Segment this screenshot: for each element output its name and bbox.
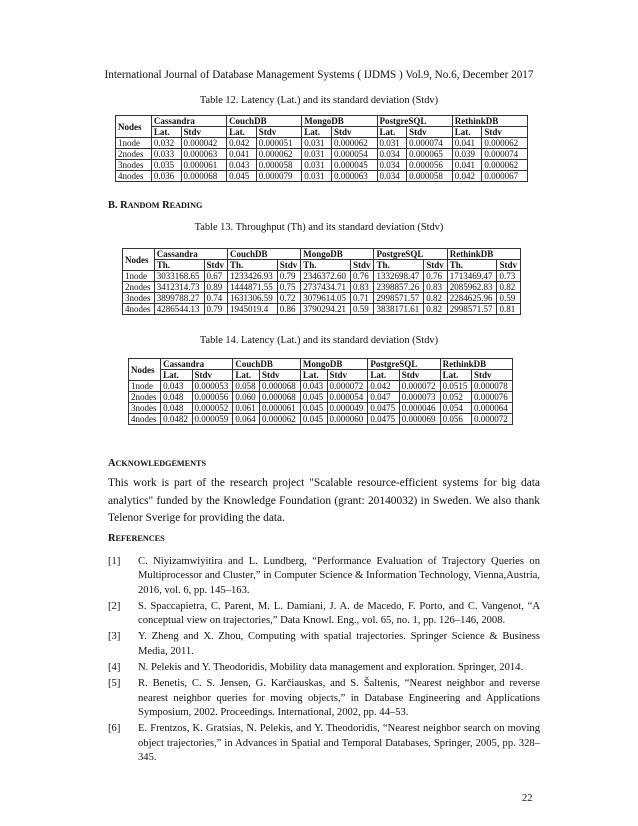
table-cell: 2998571.57: [374, 293, 424, 304]
table-cell: 0.000054: [331, 149, 377, 160]
table-cell: 0.000059: [192, 414, 233, 425]
table-cell: 0.82: [497, 282, 521, 293]
table-row: [123, 304, 521, 315]
table-cell: 0.043: [161, 381, 192, 392]
table-cell: 3079614.05: [301, 293, 351, 304]
table-cell: 0.000051: [256, 138, 302, 149]
nodes-header: Nodes: [129, 359, 161, 381]
reference-text: E. Frentzos, K. Gratsias, N. Pelekis, and Y. Theodoridis, “Nearest neighbor search on moving object trajectories,” in Advances in Spatial and Temporal Databases, Springer, 2005, pp. 328–345.: [138, 723, 540, 763]
table-cell: 0.045: [300, 392, 327, 403]
table-cell: 0.000079: [256, 171, 302, 182]
reference-item: [108, 661, 540, 675]
references-heading: REFERENCES: [108, 533, 165, 544]
row-label: 3nodes: [123, 293, 155, 304]
table-cell: 0.060: [233, 392, 260, 403]
table-cell: 0.67: [204, 271, 227, 282]
table-cell: 0.83: [424, 282, 447, 293]
table-cell: 3033168.65: [154, 271, 204, 282]
row-label: 1node: [116, 138, 152, 149]
table-cell: 0.000072: [472, 414, 513, 425]
table-cell: 2737434.71: [301, 282, 351, 293]
metric-header: Lat.: [368, 370, 399, 381]
table-cell: 0.000061: [260, 403, 301, 414]
reference-number: [4]: [108, 662, 121, 674]
table-cell: 3899788.27: [154, 293, 204, 304]
table-cell: 3412314.73: [154, 282, 204, 293]
table-cell: 0.000073: [399, 392, 440, 403]
table-14-caption: Table 14. Latency (Lat.) and its standard deviation (Stdv): [199, 335, 439, 346]
table-cell: 0.82: [424, 293, 447, 304]
table-cell: 0.000058: [407, 171, 453, 182]
table-cell: 0.043: [227, 160, 257, 171]
metric-header: Lat.: [452, 127, 482, 138]
metric-header: Stdv: [204, 260, 227, 271]
row-label: 4nodes: [123, 304, 155, 315]
acknowledgements-text: This work is part of the research project "Scalable resource-efficient systems for big data analytics" funded by the Knowledge Foundation (grant: 20140032) in Sweden. We also thank Telenor Sverige for providing the data.: [108, 477, 540, 524]
table-cell: 0.89: [204, 282, 227, 293]
table-cell: 0.000062: [482, 160, 528, 171]
table-cell: 0.59: [351, 304, 374, 315]
table-cell: 1631306.59: [228, 293, 278, 304]
table-cell: 0.041: [452, 160, 482, 171]
table-row: [123, 271, 521, 282]
table-cell: 0.061: [233, 403, 260, 414]
table-cell: 2346372.60: [301, 271, 351, 282]
metric-header: Stdv: [256, 127, 302, 138]
running-header: International Journal of Database Management Systems ( IJDMS ) Vol.9, No.6, December 2017: [104, 69, 534, 81]
metric-header: Lat.: [151, 127, 181, 138]
table-cell: 0.76: [351, 271, 374, 282]
table-cell: 0.045: [227, 171, 257, 182]
nodes-header: Nodes: [116, 116, 152, 138]
table-cell: 0.031: [302, 149, 332, 160]
table-cell: 0.000076: [472, 392, 513, 403]
metric-header: Lat.: [227, 127, 257, 138]
db-header: CouchDB: [228, 249, 301, 260]
metric-header: Th.: [154, 260, 204, 271]
table-cell: 0.000049: [327, 403, 368, 414]
metric-header: Th.: [301, 260, 351, 271]
table-cell: 0.000068: [181, 171, 227, 182]
header-row: [116, 116, 528, 127]
db-header: PostgreSQL: [374, 249, 447, 260]
row-label: 2nodes: [129, 392, 161, 403]
table-cell: 0.81: [497, 304, 521, 315]
table-row: [129, 392, 513, 403]
metric-header: Lat.: [300, 370, 327, 381]
metric-header: Stdv: [351, 260, 374, 271]
nodes-header: Nodes: [123, 249, 155, 271]
metric-header: Stdv: [424, 260, 447, 271]
table-cell: 0.000054: [327, 392, 368, 403]
metric-header: Stdv: [181, 127, 227, 138]
table-cell: 0.031: [377, 138, 407, 149]
table-cell: 0.056: [440, 414, 471, 425]
reference-number: [6]: [108, 723, 121, 735]
table-cell: 0.032: [151, 138, 181, 149]
db-header: MongoDB: [301, 249, 374, 260]
table-cell: 0.000063: [181, 149, 227, 160]
metric-header: Stdv: [482, 127, 528, 138]
table-cell: 1713469.47: [447, 271, 497, 282]
metric-header: Th.: [374, 260, 424, 271]
table-row: [116, 138, 528, 149]
table-cell: 2085962.83: [447, 282, 497, 293]
table-row: [129, 414, 513, 425]
table-14: [128, 358, 513, 425]
metric-header: Lat.: [440, 370, 471, 381]
table-cell: 0.000064: [472, 403, 513, 414]
table-cell: 0.73: [497, 271, 521, 282]
table-row: [129, 403, 513, 414]
table-cell: 0.000062: [482, 138, 528, 149]
reference-number: [3]: [108, 631, 121, 643]
table-cell: 0.000068: [260, 392, 301, 403]
table-cell: 2398857.26: [374, 282, 424, 293]
table-cell: 0.045: [300, 414, 327, 425]
table-cell: 3790294.21: [301, 304, 351, 315]
metric-header: Stdv: [472, 370, 513, 381]
table-cell: 0.000060: [327, 414, 368, 425]
db-header: MongoDB: [300, 359, 368, 370]
page-number: 22: [522, 793, 533, 804]
table-cell: 0.0482: [161, 414, 192, 425]
table-row: [116, 160, 528, 171]
metric-header: Stdv: [192, 370, 233, 381]
table-cell: 0.052: [440, 392, 471, 403]
table-cell: 0.000053: [192, 381, 233, 392]
subheader-row: [129, 370, 513, 381]
table-row: [123, 293, 521, 304]
table-cell: 4286544.13: [154, 304, 204, 315]
row-label: 3nodes: [116, 160, 152, 171]
metric-header: Stdv: [407, 127, 453, 138]
table-cell: 0.042: [452, 171, 482, 182]
table-cell: 3838171.61: [374, 304, 424, 315]
table-cell: 0.041: [227, 149, 257, 160]
reference-item: [108, 722, 540, 765]
table-12-caption: Table 12. Latency (Lat.) and its standard deviation (Stdv): [199, 95, 439, 106]
table-cell: 0.82: [424, 304, 447, 315]
table-cell: 0.000065: [407, 149, 453, 160]
table-cell: 0.000062: [331, 138, 377, 149]
table-cell: 0.033: [151, 149, 181, 160]
header-row: [129, 359, 513, 370]
row-label: 3nodes: [129, 403, 161, 414]
metric-header: Stdv: [497, 260, 521, 271]
table-cell: 0.058: [233, 381, 260, 392]
metric-header: Stdv: [331, 127, 377, 138]
table-cell: 1444871.55: [228, 282, 278, 293]
db-header: Cassandra: [161, 359, 233, 370]
table-cell: 0.041: [452, 138, 482, 149]
table-cell: 0.031: [302, 171, 332, 182]
table-cell: 0.59: [497, 293, 521, 304]
reference-number: [1]: [108, 556, 121, 567]
table-cell: 0.000058: [256, 160, 302, 171]
reference-number: [5]: [108, 678, 121, 690]
table-cell: 0.79: [277, 271, 300, 282]
db-header: PostgreSQL: [377, 116, 452, 127]
subheader-row: [116, 127, 528, 138]
table-cell: 0.034: [377, 171, 407, 182]
table-cell: 0.000061: [181, 160, 227, 171]
db-header: RethinkDB: [447, 249, 520, 260]
table-cell: 0.000074: [482, 149, 528, 160]
db-header: MongoDB: [302, 116, 377, 127]
header-row: [123, 249, 521, 260]
table-cell: 0.000069: [399, 414, 440, 425]
table-cell: 0.036: [151, 171, 181, 182]
table-cell: 0.0475: [368, 414, 399, 425]
row-label: 4nodes: [129, 414, 161, 425]
table-cell: 0.000072: [399, 381, 440, 392]
metric-header: Th.: [447, 260, 497, 271]
db-header: Cassandra: [151, 116, 226, 127]
table-cell: 0.0515: [440, 381, 471, 392]
metric-header: Stdv: [399, 370, 440, 381]
reference-item: [108, 600, 540, 629]
row-label: 4nodes: [116, 171, 152, 182]
table-cell: 0.034: [377, 160, 407, 171]
reference-text: R. Benetis, C. S. Jensen, G. Karčiauskas, and S. Šaltenis, “Nearest neighbor and reverse nearest neighbor queries for moving objects,” in Database Engineering and Applications Symposium, 2002. Proceedings. International, 2002, pp. 44–53.: [138, 678, 540, 718]
reference-item: [108, 630, 540, 659]
db-header: CouchDB: [227, 116, 302, 127]
table-cell: 0.000046: [399, 403, 440, 414]
table-cell: 0.000062: [256, 149, 302, 160]
metric-header: Lat.: [377, 127, 407, 138]
metric-header: Th.: [228, 260, 278, 271]
reference-text: C. Niyizamwiyitira and L. Lundberg, “Performance Evaluation of Trajectory Queries on Multiprocessor and Cluster,” in Computer Science & Information Technology, Vienna,Austria, 2016, vol. 6, pp. 145–163.: [138, 556, 540, 596]
table-cell: 0.045: [300, 403, 327, 414]
table-cell: 0.000078: [472, 381, 513, 392]
acknowledgements-heading: ACKNOWLEDGEMENTS: [108, 458, 207, 469]
table-cell: 0.031: [302, 160, 332, 171]
table-cell: 0.054: [440, 403, 471, 414]
table-cell: 2998571.57: [447, 304, 497, 315]
table-cell: 0.72: [277, 293, 300, 304]
table-row: [123, 282, 521, 293]
references-list: [108, 555, 540, 767]
table-cell: 0.042: [227, 138, 257, 149]
table-cell: 0.000063: [331, 171, 377, 182]
row-label: 1node: [123, 271, 155, 282]
table-cell: 0.000042: [181, 138, 227, 149]
table-cell: 0.71: [351, 293, 374, 304]
db-header: RethinkDB: [440, 359, 512, 370]
reference-item: [108, 555, 540, 598]
table-cell: 0.76: [424, 271, 447, 282]
reference-text: N. Pelekis and Y. Theodoridis, Mobility data management and exploration. Springer, 2014.: [138, 662, 524, 674]
metric-header: Lat.: [233, 370, 260, 381]
table-cell: 0.000052: [192, 403, 233, 414]
table-cell: 0.000056: [192, 392, 233, 403]
table-cell: 0.039: [452, 149, 482, 160]
table-row: [116, 171, 528, 182]
table-cell: 1332698.47: [374, 271, 424, 282]
table-cell: 0.79: [204, 304, 227, 315]
table-13: [122, 248, 521, 315]
table-cell: 0.048: [161, 392, 192, 403]
table-cell: 0.000072: [327, 381, 368, 392]
table-cell: 0.042: [368, 381, 399, 392]
table-cell: 0.86: [277, 304, 300, 315]
table-cell: 0.064: [233, 414, 260, 425]
db-header: CouchDB: [233, 359, 301, 370]
db-header: PostgreSQL: [368, 359, 440, 370]
table-cell: 0.000068: [260, 381, 301, 392]
table-cell: 0.83: [351, 282, 374, 293]
table-cell: 2284625.96: [447, 293, 497, 304]
table-cell: 0.047: [368, 392, 399, 403]
table-cell: 0.000062: [260, 414, 301, 425]
reference-number: [2]: [108, 600, 121, 612]
row-label: 2nodes: [123, 282, 155, 293]
table-cell: 1233426.93: [228, 271, 278, 282]
table-cell: 0.000045: [331, 160, 377, 171]
db-header: RethinkDB: [452, 116, 527, 127]
table-cell: 0.043: [300, 381, 327, 392]
table-cell: 0.0475: [368, 403, 399, 414]
metric-header: Lat.: [302, 127, 332, 138]
metric-header: Stdv: [277, 260, 300, 271]
table-cell: 0.048: [161, 403, 192, 414]
subheader-row: [123, 260, 521, 271]
table-cell: 0.000074: [407, 138, 453, 149]
reference-text: S. Spaccapietra, C. Parent, M. L. Damiani, J. A. de Macedo, F. Porto, and C. Vangenot, “A conceptual view on trajectories,” Data Knowl. Eng., vol. 65, no. 1, pp. 126–146, 2008.: [138, 600, 540, 627]
metric-header: Stdv: [327, 370, 368, 381]
row-label: 2nodes: [116, 149, 152, 160]
metric-header: Stdv: [260, 370, 301, 381]
table-cell: 0.000067: [482, 171, 528, 182]
reference-text: Y. Zheng and X. Zhou, Computing with spatial trajectories. Springer Science & Business Media, 2011.: [138, 631, 540, 657]
table-row: [129, 381, 513, 392]
db-header: Cassandra: [154, 249, 227, 260]
table-cell: 1945019.4: [228, 304, 278, 315]
table-cell: 0.031: [302, 138, 332, 149]
table-cell: 0.74: [204, 293, 227, 304]
table-cell: 0.75: [277, 282, 300, 293]
metric-header: Lat.: [161, 370, 192, 381]
row-label: 1node: [129, 381, 161, 392]
table-cell: 0.035: [151, 160, 181, 171]
table-cell: 0.034: [377, 149, 407, 160]
reference-item: [108, 677, 540, 720]
table-cell: 0.000056: [407, 160, 453, 171]
table-13-caption: Table 13. Throughput (Th) and its standard deviation (Stdv): [194, 222, 444, 233]
section-heading-random-reading: B. RANDOM READING: [108, 200, 203, 211]
table-12: [115, 115, 528, 182]
table-row: [116, 149, 528, 160]
